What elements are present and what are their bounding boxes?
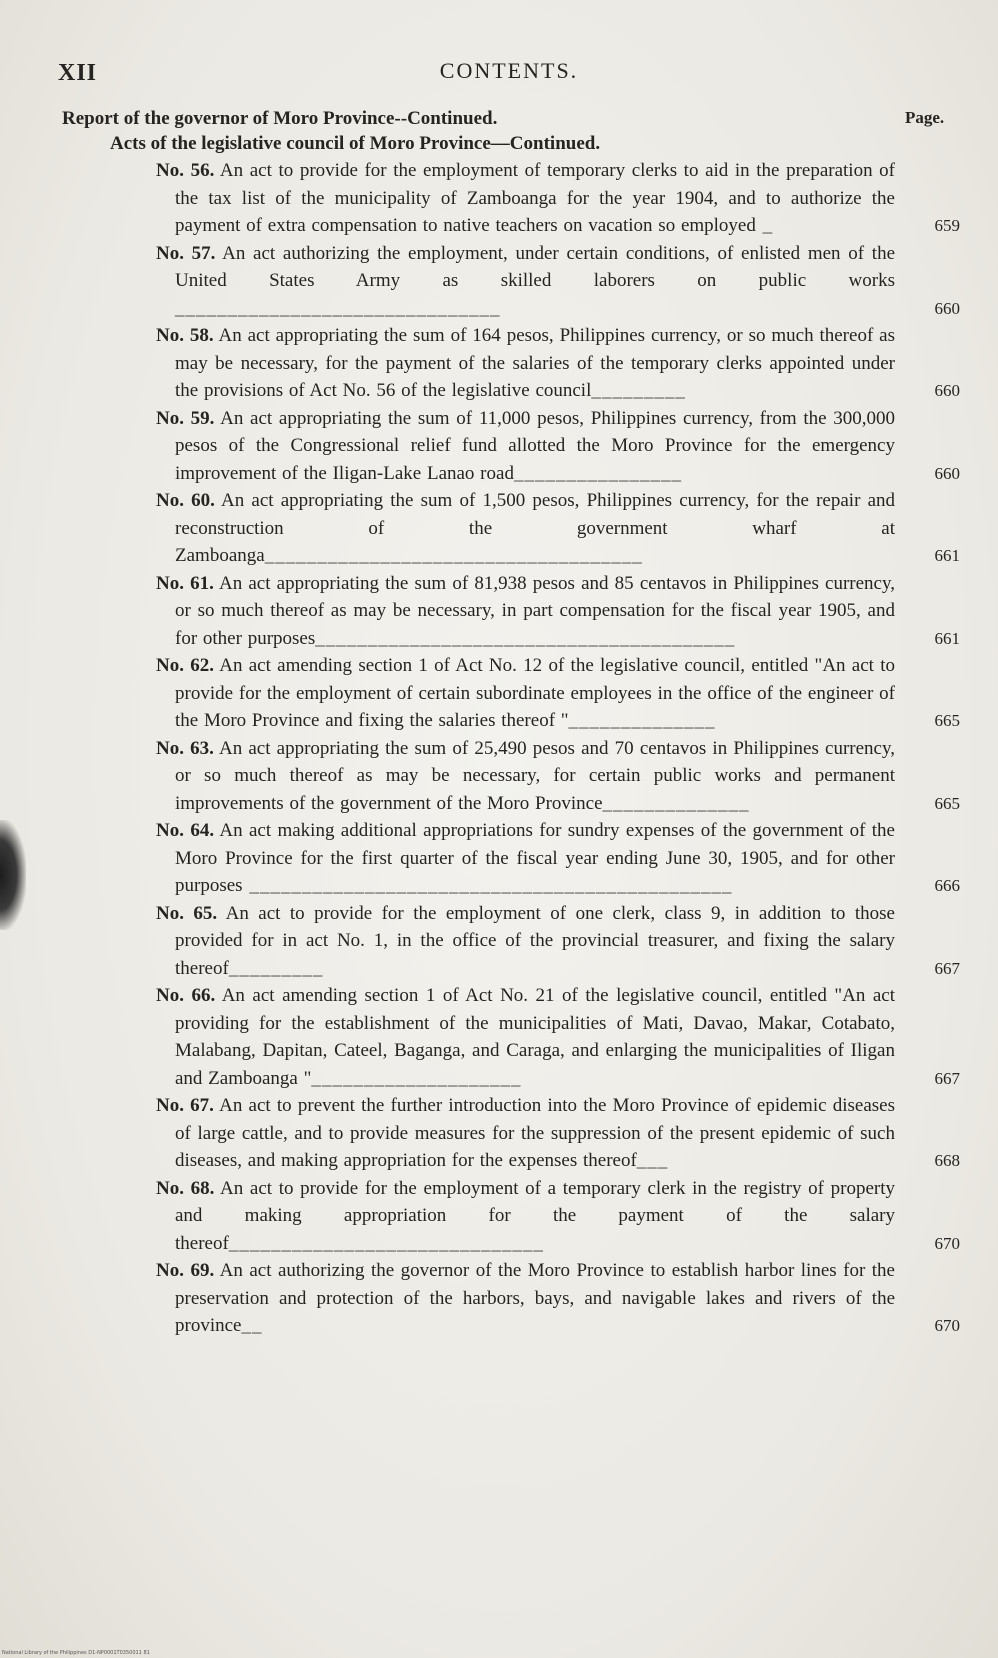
dot-leader: _________ (591, 380, 686, 401)
entry-number: No. 68. (156, 1177, 215, 1199)
entry-number: No. 67. (156, 1095, 214, 1116)
contents-entry (0, 157, 998, 240)
entry-number: No. 65. (156, 902, 218, 924)
entry-page: 670 (934, 1316, 960, 1335)
entry-page: 667 (934, 1068, 960, 1088)
page-title: CONTENTS. (439, 58, 579, 83)
dot-leader: ______________ (568, 710, 716, 731)
dot-leader: ___ (636, 1150, 669, 1171)
dot-leader: _______________________________ (175, 297, 501, 319)
entry-number: No. 60. (156, 490, 215, 511)
subsection-heading: Acts of the legislative council of Moro Province—Continued. (110, 133, 601, 154)
entry-page: 666 (934, 876, 960, 895)
entry-title: An act making additional appropriations for sundry expenses of the government of the Moro Province for the first quarter of the fiscal year ending June 30, 1905, and for other purposes (175, 820, 895, 896)
contents-entry (0, 570, 998, 653)
entry-title: An act to provide for the employment of temporary clerks to aid in the preparation of the tax list of the municipality of Zamboanga for the year 1904, and to authorize the payment of extra compensation to native teachers on vacation so employed (175, 160, 896, 236)
entry-number: No. 56. (156, 160, 215, 181)
entry-page: 665 (934, 793, 960, 813)
entry-number: No. 58. (156, 325, 214, 346)
entry-number: No. 63. (156, 737, 214, 759)
contents-entry (0, 1092, 998, 1175)
entry-page: 670 (934, 1233, 960, 1253)
entry-number: No. 61. (156, 572, 214, 594)
contents-entry (0, 487, 998, 570)
entry-page: 665 (934, 711, 960, 730)
dot-leader: ____________________________________ (264, 545, 643, 566)
entry-title: An act authorizing the employment, under certain conditions, of enlisted men of the United States Army as skilled laborers on public works (175, 242, 895, 291)
dot-leader: ____________________ (311, 1067, 522, 1089)
entry-number: No. 62. (156, 655, 214, 676)
section-heading: Report of the governor of Moro Province--Continued. (62, 108, 498, 129)
entry-title: An act authorizing the governor of the Moro Province to establish harbor lines for the preservation and protection of the harbors, bays, and navigable lakes and rivers of the province (175, 1260, 895, 1336)
entry-title: An act amending section 1 of Act No. 21 of the legislative council, entitled "An act providing for the establishment of the municipalities of Mati, Davao, Makar, Cotabato, Malabang, Dapitan, Cateel, Baganga, and Caraga, and enlarging the municipalities of Iligan and Zamboanga " (175, 985, 895, 1089)
entry-title: An act to prevent the further introduction into the Moro Province of epidemic diseases of large cattle, and to provide measures for the suppression of the present epidemic of such diseases, and making appropriation for the expenses thereof (175, 1095, 895, 1171)
contents-entry (0, 982, 998, 1092)
contents-entry (0, 405, 998, 488)
contents-entry (0, 240, 998, 323)
contents-list (0, 157, 998, 1340)
contents-entry (0, 735, 998, 818)
page-column-label: Page. (905, 108, 945, 127)
dot-leader: _________ (228, 957, 324, 979)
entry-page: 659 (934, 216, 960, 235)
entry-title: An act appropriating the sum of 164 pesos, Philippines currency, or so much thereof as may be necessary, for the payment of the salaries of the temporary clerks appointed under the provisions of Act No. 56 of the legislative council (175, 325, 895, 401)
entry-number: No. 57. (156, 242, 216, 264)
dot-leader: ________________ (513, 462, 682, 484)
entry-number: No. 59. (156, 407, 215, 429)
contents-entry (0, 652, 998, 735)
entry-title: An act to provide for the employment of a temporary clerk in the registry of property and making appropriation for the payment of the salary thereof (175, 1177, 895, 1254)
entry-title: An act to provide for the employment of one clerk, class 9, in addition to those provided for in act No. 1, in the office of the provincial treasurer, and fixing the salary thereof (175, 902, 895, 979)
contents-entry (0, 322, 998, 405)
entry-page: 667 (934, 958, 960, 978)
dot-leader: _ (755, 215, 774, 236)
entry-page: 661 (934, 546, 960, 565)
entry-title: An act amending section 1 of Act No. 12 of the legislative council, entitled "An act to provide for the employment of certain subordinate employees in the office of the engineer of the Moro Province and fixing the salaries thereof " (175, 655, 895, 731)
contents-entry (0, 817, 998, 900)
entry-title: An act appropriating the sum of 1,500 pesos, Philippines currency, for the repair and reconstruction of the government wharf at Zamboanga (175, 490, 895, 566)
entry-title: An act appropriating the sum of 11,000 pesos, Philippines currency, from the 300,000 pesos of the Congressional relief fund allotted the Moro Province for the emergency improvement of the Iligan-Lake Lanao road (175, 407, 895, 484)
page-number: XII (58, 60, 98, 86)
contents-entry (0, 1175, 998, 1258)
entry-page: 660 (934, 463, 960, 483)
dot-leader: ________________________________________ (315, 627, 736, 649)
entry-number: No. 69. (156, 1260, 215, 1281)
dot-leader: ______________________________________________ (242, 875, 733, 896)
entry-number: No. 64. (156, 820, 215, 841)
entry-title: An act appropriating the sum of 81,938 pesos and 85 centavos in Philippines currency, or so much thereof as may be necessary, in part compensation for the fiscal year 1905, and for other purposes (175, 572, 895, 649)
dot-leader: __ (241, 1315, 263, 1336)
entry-page: 668 (934, 1151, 960, 1170)
dot-leader: ______________ (602, 792, 750, 814)
dot-leader: ______________________________ (228, 1232, 544, 1254)
entry-page: 660 (934, 298, 960, 318)
scan-credit: National Library of the Philippines D1-NP0001T0350011 81 (2, 1650, 150, 1656)
contents-entry (0, 1257, 998, 1340)
entry-page: 660 (934, 381, 960, 400)
entry-number: No. 66. (156, 985, 216, 1006)
entry-page: 661 (934, 628, 960, 648)
contents-entry (0, 900, 998, 983)
entry-title: An act appropriating the sum of 25,490 pesos and 70 centavos in Philippines currency, or so much thereof as may be necessary, for certain public works and permanent improvements of the government of the Moro Province (175, 737, 895, 814)
